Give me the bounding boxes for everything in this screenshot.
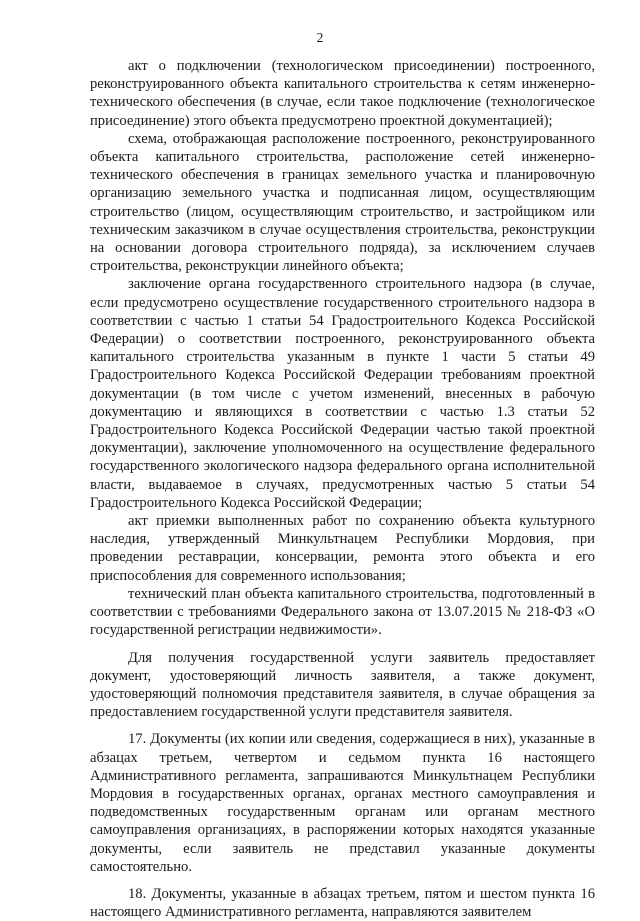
paragraph-supervision-conclusion: заключение органа государственного строительного надзора (в случае, если предусмотрено осуществление государственного строительного надзора в соответствии с частью 1 статьи 54 Градостроительного Кодекса Российской Федерации) о соответствии построенного, реконструированного объекта капитального строительства указанным в пункте 1 части 5 статьи 49 Градостроительного Кодекса Российской Федерации требованиям проектной документации (в том числе с учетом изменений, внесенных в рабочую документацию и являющихся в соответствии с частью 1.3 статьи 52 Градостроительного Кодекса Российской Федерации частью такой проектной документации), заключение уполномоченного на осуществление федерального государственного экологического надзора федерального органа исполнительной власти, выдаваемое в случаях, предусмотренных частью 5 статьи 54 Градостроительного Кодекса Российской Федерации;	[90, 276, 595, 511]
paragraph-heritage-acceptance-act: акт приемки выполненных работ по сохранению объекта культурного наследия, утвержденный Минкультнацем Республики Мордовия, при проведении реставрации, консервации, ремонта этого объекта и его приспособления для современного использования;	[90, 513, 595, 584]
paragraph-item-18: 18. Документы, указанные в абзацах третьем, пятом и шестом пункта 16 настоящего Административного регламента, направляются заявителем	[90, 885, 595, 921]
paragraph-technical-plan: технический план объекта капитального строительства, подготовленный в соответствии с требованиями Федерального закона от 13.07.2015 № 218-ФЗ «О государственной регистрации недвижимости».	[90, 585, 595, 639]
page-number: 2	[316, 30, 324, 45]
paragraph-item-17: 17. Документы (их копии или сведения, содержащиеся в них), указанные в абзацах третьем, четвертом и седьмом пункта 16 настоящего Административного регламента, запрашиваются Минкультнацем Республики Мордовия в государственных органах, органах местного самоуправления и подведомственных государственным органам или органам местного самоуправления организациях, в распоряжении которых находятся указанные документы, если заявитель не представил указанные документы самостоятельно.	[90, 731, 595, 875]
paragraph-identity-documents: Для получения государственной услуги заявитель предоставляет документ, удостоверяющий личность заявителя, а также документ, удостоверяющий полномочия представителя заявителя, в случае обращения за предоставлением государственной услуги представителя заявителя.	[90, 649, 595, 721]
document-body	[90, 57, 595, 921]
paragraph-connection-act: акт о подключении (технологическом присоединении) построенного, реконструированного объекта капитального строительства к сетям инженерно-технического обеспечения (в случае, если такое подключение (технологическое присоединение) этого объекта предусмотрено проектной документацией);	[90, 58, 595, 129]
paragraph-layout-scheme: схема, отображающая расположение построенного, реконструированного объекта капитального строительства, расположение сетей инженерно-технического обеспечения в границах земельного участка и планировочную организацию земельного участка и подписанная лицом, осуществляющим строительство (лицом, осуществляющим строительство, и застройщиком или техническим заказчиком в случае осуществления строительства, реконструкции на основании договора строительного подряда), за исключением случаев строительства, реконструкции линейного объекта;	[90, 130, 595, 275]
